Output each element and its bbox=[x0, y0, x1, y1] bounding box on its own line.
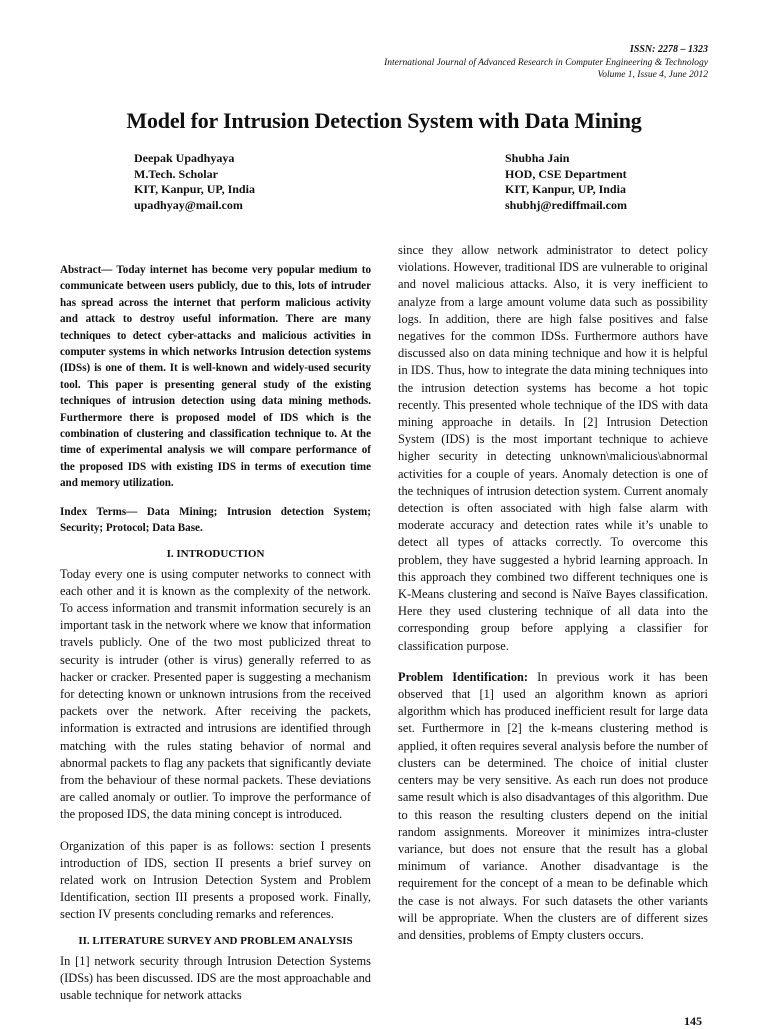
author-name: Deepak Upadhyaya bbox=[134, 151, 235, 165]
problem-identification-paragraph bbox=[398, 669, 708, 944]
author-role: HOD, CSE Department bbox=[505, 166, 627, 181]
author-affiliation: KIT, Kanpur, UP, India bbox=[505, 182, 626, 196]
author-affiliation: KIT, Kanpur, UP, India bbox=[134, 182, 255, 196]
introduction-paragraph-1: Today every one is using computer networks to connect with each other and it is known as the complexity of the network. To access information and transmit information securely is an important task in the network where we know that information travels publicly. One of the two most publicized threat to security is intruder (other is virus) generally referred to as hacker or cracker. Presented paper is suggesting a mechanism for detecting known or unknown intrusions from the received packets over the network. After receiving the packets, information is extracted and intrusions are identified through matching with the rules stating behavior of normal and abnormal packets to flag any packets that significantly deviate from the behaviour of these normal packets. These deviations are called anomaly or outlier. To improve the performance of the proposed IDS, the data mining concept is introduced. bbox=[60, 566, 371, 822]
author-email: shubhj@rediffmail.com bbox=[505, 197, 627, 212]
author-block-2 bbox=[505, 151, 627, 213]
paper-title: Model for Intrusion Detection System with Data Mining bbox=[126, 108, 642, 133]
literature-paragraph-1: In [1] network security through Intrusion Detection Systems (IDSs) has been discussed. IDS are the most approachable and usable technique for network attacks bbox=[60, 953, 371, 1002]
journal-header bbox=[384, 44, 708, 82]
abstract: Abstract— Today internet has become very popular medium to communicate between users publicly, due to this, lots of intruder has spread across the internet that perform malicious activity and attack to destroy useful information. There are many techniques to detect cyber-attacks and malicious activities in computer systems in which networks Intrusion detection systems (IDSs) is one of them. It is well-known and widely-used security tool. This paper is presenting general study of the existing techniques of intrusion detection using data mining methods. Furthermore there is proposed model of IDS which is the combination of clustering and classification technique to. At the time of experimental analysis we will compare performance of the proposed IDS with existing IDS in terms of execution time and memory utilization. bbox=[60, 264, 371, 490]
literature-paragraph-continued: since they allow network administrator to detect policy violations. However, traditional IDS are vulnerable to original and novel malicious attacks. Also, it is very inefficient to analyze from a large amount volume data such as possibility logs. In addition, there are high false positives and false negatives for the common IDSs. Furthermore authors have discussed also on data mining technique and how it is helpful in IDS. Thus, how to integrate the data mining techniques into the intrusion detection systems has become a hot topic recently. This presented whole technique of the IDS with data mining approache in details. In [2] Intrusion Detection System (IDS) is the most important technique to achieve higher security in detecting unknown\malicious\abnormal activities for a couple of years. Anomaly detection is one of the techniques of intrusion detection system. Current anomaly detection is often associated with high false alarm with moderate accuracy and detection rates while it’s unable to detect all types of attacks correctly. To overcome this problem, they have suggested a hybrid learning approach. In this approach they combined two different techniques one is K-Means clustering and second is Naïve Bayes classification. Here they used clustering technique of all data into the corresponding group before applying a classifier for classification purpose. bbox=[398, 243, 708, 653]
author-name: Shubha Jain bbox=[505, 151, 570, 165]
index-terms: Index Terms— Data Mining; Intrusion detection System; Security; Protocol; Data Base. bbox=[60, 505, 371, 535]
section-heading-literature-survey: II. LITERATURE SURVEY AND PROBLEM ANALYSIS bbox=[78, 934, 353, 947]
left-column bbox=[60, 262, 371, 1004]
journal-name: International Journal of Advanced Research in Computer Engineering & Technology bbox=[384, 57, 708, 68]
issn: ISSN: 2278 – 1323 bbox=[629, 44, 708, 55]
author-role: M.Tech. Scholar bbox=[134, 166, 218, 181]
problem-identification-label: Problem Identification: bbox=[398, 669, 529, 684]
right-column bbox=[398, 242, 708, 944]
page-number: 145 bbox=[684, 1014, 702, 1028]
section-heading-introduction: I. INTRODUCTION bbox=[166, 547, 265, 560]
introduction-paragraph-2: Organization of this paper is as follows: section I presents introduction of IDS, section II presents a brief survey on related work on Intrusion Detection System and Problem Identification, section III presents a proposed work. Finally, section IV presents concluding remarks and references. bbox=[60, 838, 371, 922]
volume-issue: Volume 1, Issue 4, June 2012 bbox=[597, 70, 708, 80]
author-block-1 bbox=[134, 151, 255, 213]
author-email: upadhyay@mail.com bbox=[134, 197, 243, 212]
problem-identification-text: In previous work it has been observed that [1] used an algorithm known as apriori algorithm which has produced inefficient result for large data set. Furthermore in [2] the k-means clustering method is applied, it often requires several analysis before the number of clusters can be determined. The choice of initial cluster centers may be very sensitive. As each run does not produce same result which is also disadvantages of this algorithm. Due to this reason the resulting clusters depend on the initial random assignments. Moreover it minimizes intra-cluster variance, but does not ensure that the result has a global minimum of variance. Another disadvantage is the requirement for the concept of a mean to be definable which the case is not always. For such datasets the other variants will be appropriate. When the clusters are of different sizes and densities, problems of Empty clusters occurs. bbox=[398, 669, 708, 942]
